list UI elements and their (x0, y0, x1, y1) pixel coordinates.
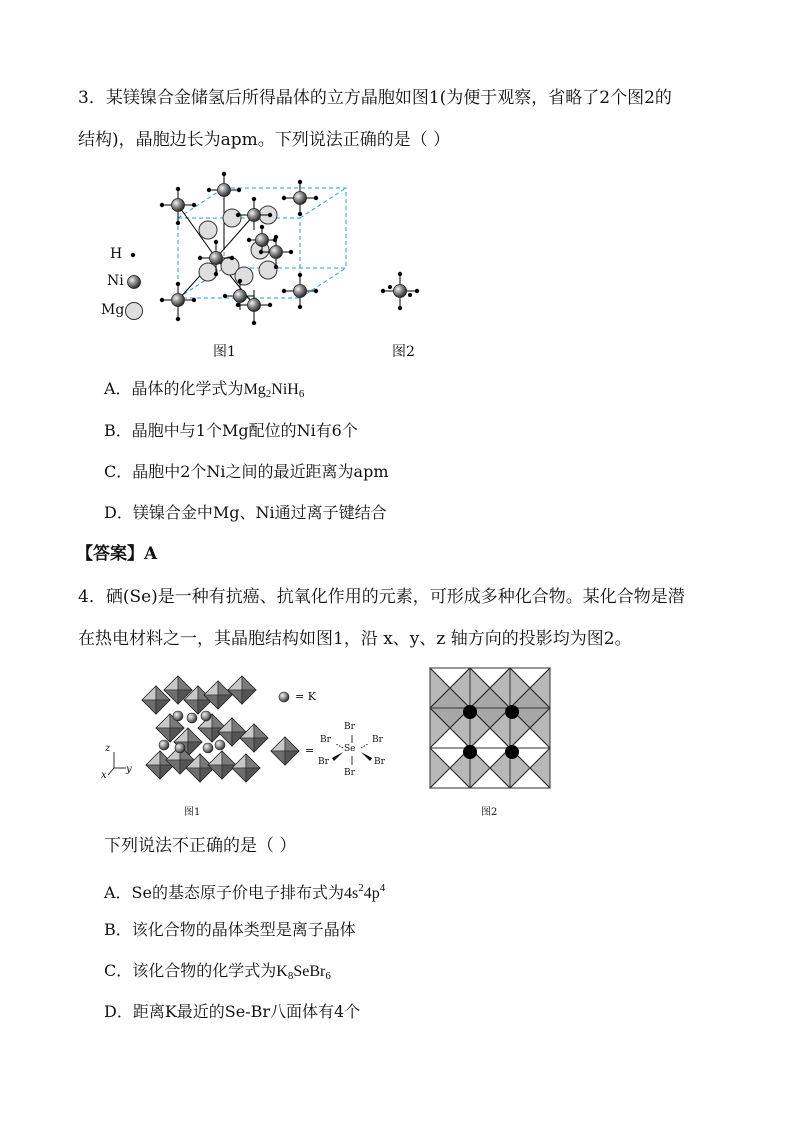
q4-fig1-caption: 图1 (184, 807, 201, 818)
q4-question: 下列说法不正确的是（ ） (104, 836, 297, 856)
se-label: Se (344, 744, 356, 754)
br-label-bottom: Br (344, 768, 355, 778)
br-label-right-down: Br (374, 757, 385, 767)
q4-legend-k: = K (295, 690, 316, 703)
q4-option-b: B．该化合物的晶体类型是离子晶体 (104, 920, 356, 939)
axis-y-label: y (126, 764, 132, 775)
q3-fig2-caption: 图2 (392, 344, 415, 360)
axis-x-label: x (101, 770, 107, 781)
q3-option-b: B．晶胞中与1个Mg配位的Ni有6个 (104, 421, 358, 440)
q3-option-d: D．镁镍合金中Mg、Ni通过离子键结合 (104, 503, 387, 522)
q3-stem-line1: 3．某镁镍合金储氢后所得晶体的立方晶胞如图1(为便于观察，省略了2个图2的 (78, 88, 672, 108)
legend-h-label: H (110, 246, 123, 262)
q3-stem-line2: 结构)，晶胞边长为apm。下列说法正确的是（ ） (78, 130, 451, 150)
br-label-right-up: Br (372, 735, 383, 745)
q4-legend-equals: = (305, 744, 315, 757)
br-label-left-down: Br (318, 757, 329, 767)
q4-fig2-caption: 图2 (481, 807, 498, 818)
legend-mg-label: Mg (101, 302, 125, 318)
br-label-left-up: Br (320, 735, 331, 745)
q3-option-c: C．晶胞中2个Ni之间的最近距离为apm (104, 462, 389, 481)
legend-ni-label: Ni (107, 273, 124, 289)
q4-option-a: A．Se的基态原子价电子排布式为$4s^24p^4$ (104, 882, 386, 902)
q4-option-c: C．该化合物的化学式为$K_8SeBr_6$ (104, 961, 331, 982)
axis-z-label: z (105, 743, 111, 754)
q4-stem-line2: 在热电材料之一，其晶胞结构如图1，沿 x、y、z 轴方向的投影均为图2。 (78, 629, 632, 649)
br-label-top: Br (344, 722, 355, 732)
q3-answer: 【答案】A (76, 544, 158, 564)
q3-fig1-caption: 图1 (213, 344, 236, 360)
q3-option-a: A．晶体的化学式为$Mg_2NiH_6$ (104, 379, 305, 400)
q4-option-d: D．距离K最近的Se-Br八面体有4个 (104, 1002, 361, 1021)
q4-stem-line1: 4．硒(Se)是一种有抗癌、抗氧化作用的元素，可形成多种化合物。某化合物是潜 (78, 587, 685, 607)
